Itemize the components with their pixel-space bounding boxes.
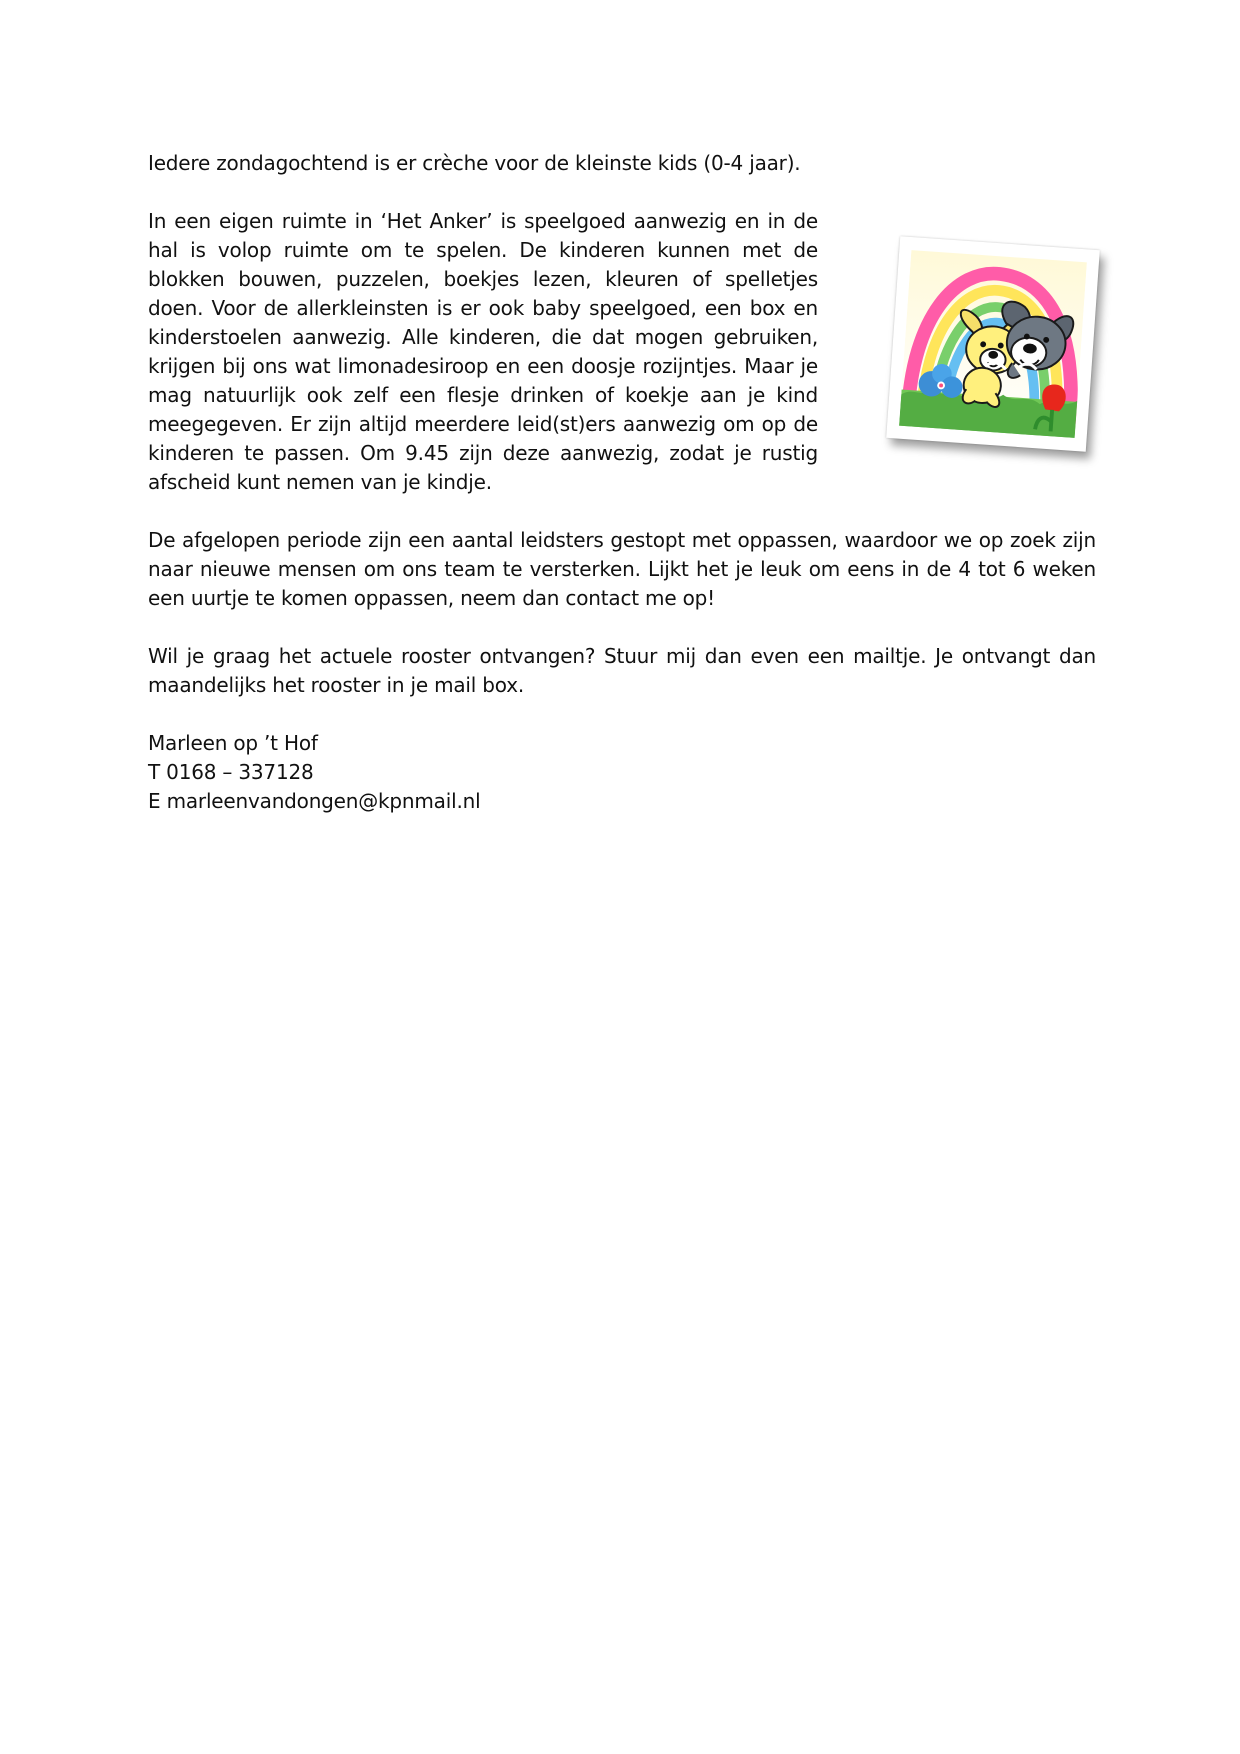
intro-paragraph: Iedere zondagochtend is er crèche voor de kleinste kids (0-4 jaar). (148, 151, 801, 175)
framed-cartoon-picture (886, 236, 1100, 451)
cartoon-dogs-rainbow-icon (899, 249, 1087, 439)
contact-phone: T 0168 – 337128 (148, 760, 314, 784)
contact-name: Marleen op ’t Hof (148, 731, 318, 755)
schedule-request-paragraph: Wil je graag het actuele rooster ontvangen? Stuur mij dan even een mailtje. Je ontvangt dan maandelijks het rooster in je mail box. (148, 644, 1096, 697)
contact-block (148, 729, 1096, 816)
creche-description-paragraph: In een eigen ruimte in ‘Het Anker’ is speelgoed aanwezig en in de hal is volop ruimte om te spelen. De kinderen kunnen met de blokken bouwen, puzzelen, boekjes lezen, kleuren of spelletjes doen. Voor de allerkleinsten is er ook baby speelgoed, een box en kinderstoelen aanwezig. Alle kinderen, die dat mogen gebruiken, krijgen bij ons wat limonadesiroop en een doosje rozijntjes. Maar je mag natuurlijk ook zelf een flesje drinken of koekje aan je kind meegegeven. Er zijn altijd meerdere leid(st)ers aanwezig om op de kinderen te passen. Om 9.45 zijn deze aanwezig, zodat je rustig afscheid kunt nemen van je kindje. (148, 209, 818, 494)
volunteer-request-paragraph: De afgelopen periode zijn een aantal leidsters gestopt met oppassen, waardoor we op zoek zijn naar nieuwe mensen om ons team te versterken. Lijkt het je leuk om eens in de 4 tot 6 weken een uurtje te komen oppassen, neem dan contact me op! (148, 528, 1096, 610)
contact-email: E marleenvandongen@kpnmail.nl (148, 789, 481, 813)
